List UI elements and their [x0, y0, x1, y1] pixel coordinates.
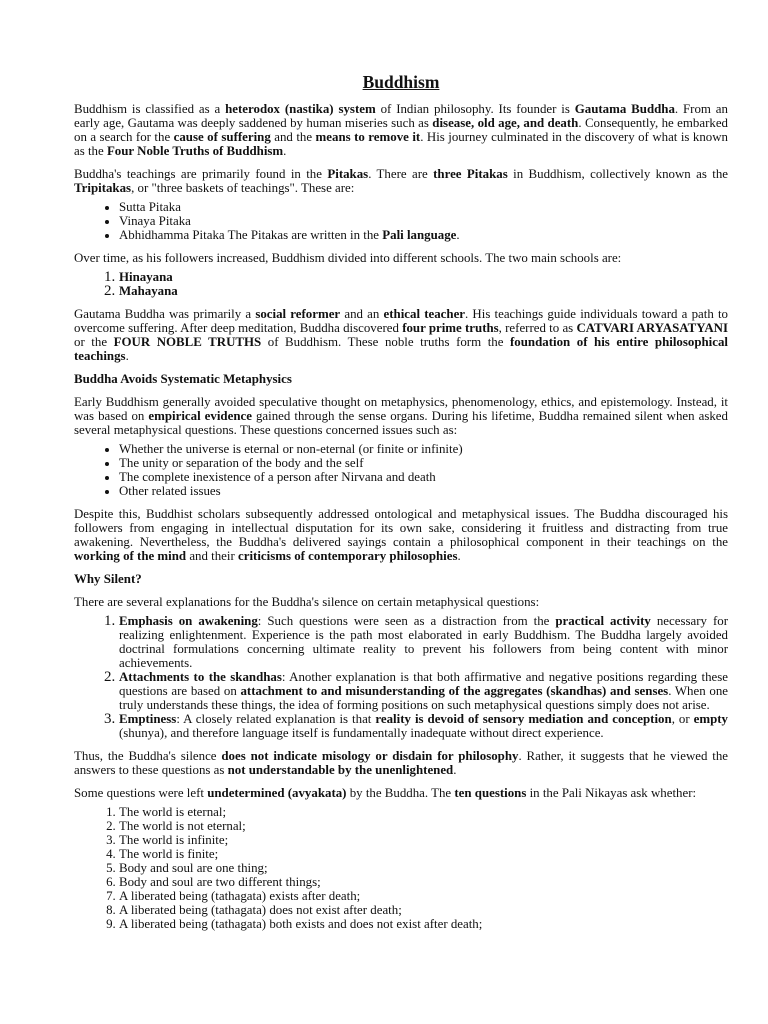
- list-item: • The unity or separation of the body and the self: [119, 456, 728, 470]
- bold-text: cause of suffering: [173, 130, 271, 144]
- list-item: [119, 670, 728, 712]
- bold-text: Mahayana: [119, 284, 178, 298]
- text: and the: [270, 130, 316, 144]
- bold-text: Emphasis on awakening: [119, 614, 258, 628]
- intro-paragraph: [74, 102, 728, 158]
- text: gained through the sense organs. During his lifetime, Buddha remained silent when asked several metaphysical questions. These questions concerned issues such as:: [74, 409, 728, 437]
- text: .: [283, 144, 287, 158]
- text: : A closely related explanation is that: [176, 712, 376, 726]
- list-item: [119, 228, 728, 242]
- bold-text: empirical evidence: [148, 409, 252, 423]
- text: Despite this, Buddhist scholars subsequently addressed ontological and metaphysical issues. The Buddha discouraged his followers from engaging in intellectual disputation for its own sake, considering it fruitless and distracting from true awakening. Nevertheless, the Buddha's delivered sayings contain a philosophical component in their teachings on the: [74, 507, 728, 549]
- bold-text: Pali language: [382, 228, 457, 242]
- bold-text: attachment to and misunderstanding of the aggregates (skandhas) and senses: [240, 684, 669, 698]
- text: in the Pali Nikayas ask whether:: [526, 786, 697, 800]
- text: Early Buddhism generally avoided speculative thought on metaphysics, phenomenology, ethics, and epistemology. Instead, it was based on: [74, 395, 728, 423]
- list-item: 8. A liberated being (tathagata) does not exist after death;: [119, 903, 728, 917]
- list-item: 3. The world is infinite;: [119, 833, 728, 847]
- bold-text: FOUR NOBLE TRUTHS: [113, 335, 262, 349]
- list-item: 6. Body and soul are two different things;: [119, 875, 728, 889]
- text: , or: [671, 712, 694, 726]
- text: and an: [340, 307, 384, 321]
- bold-text: Pitakas: [327, 167, 369, 181]
- text: .: [453, 763, 457, 777]
- list-item: • Vinaya Pitaka: [119, 214, 728, 228]
- text: of Indian philosophy. Its founder is: [375, 102, 575, 116]
- list-item: 5. Body and soul are one thing;: [119, 861, 728, 875]
- schools-intro: Over time, as his followers increased, Buddhism divided into different schools. The two main schools are:: [74, 251, 622, 265]
- thus-paragraph: [74, 749, 728, 777]
- text: . There are: [368, 167, 434, 181]
- section-heading-metaphysics: Buddha Avoids Systematic Metaphysics: [74, 372, 292, 386]
- undetermined-paragraph: [74, 786, 728, 800]
- text: .: [125, 349, 129, 363]
- reasons-list: [74, 614, 728, 740]
- text: necessary for realizing enlightenment. Experience is the path most elaborated in early Buddhism. The Buddha largely avoided doctrinal formulations concerning ultimate reality to prevent his followers from being content with minor achievements.: [119, 614, 728, 670]
- bold-text: Tripitakas: [74, 181, 132, 195]
- list-item: 2. The world is not eternal;: [119, 819, 728, 833]
- text: Buddhism is classified as a: [74, 102, 226, 116]
- text: . His journey culminated in the discovery of what is known as the: [74, 130, 728, 158]
- text: , referred to as: [498, 321, 577, 335]
- text: Some questions were left: [74, 786, 208, 800]
- issues-list: [74, 442, 728, 498]
- bold-text: CATVARI ARYASATYANI: [576, 321, 728, 335]
- list-item: 9. A liberated being (tathagata) both exists and does not exist after death;: [119, 917, 728, 931]
- text: or the: [74, 335, 114, 349]
- reformer-paragraph: [74, 307, 728, 363]
- bold-text: reality is devoid of sensory mediation and conception: [375, 712, 672, 726]
- text: . From an early age, Gautama was deeply saddened by human miseries such as: [74, 102, 728, 130]
- text: and their: [186, 549, 238, 563]
- bold-text: does not indicate misology or disdain for philosophy: [221, 749, 519, 763]
- text: .: [457, 549, 461, 563]
- bold-text: undetermined (avyakata): [207, 786, 347, 800]
- list-item: [119, 614, 728, 670]
- bold-text: ethical teacher: [383, 307, 466, 321]
- bold-text: four prime truths: [402, 321, 499, 335]
- list-item: 4. The world is finite;: [119, 847, 728, 861]
- bold-text: empty: [693, 712, 729, 726]
- list-item: 1. The world is eternal;: [119, 805, 728, 819]
- text: Thus, the Buddha's silence: [74, 749, 222, 763]
- metaphysics-paragraph: [74, 395, 728, 437]
- bold-text: ten questions: [454, 786, 527, 800]
- text: : Such questions were seen as a distraction from the: [257, 614, 556, 628]
- bold-text: Gautama Buddha: [574, 102, 675, 116]
- text: , or "three baskets of teachings". These are:: [131, 181, 355, 195]
- bold-text: working of the mind: [74, 549, 187, 563]
- bold-text: three Pitakas: [433, 167, 508, 181]
- text: . His teachings guide individuals toward a path to overcome suffering. After deep meditation, Buddha discovered: [74, 307, 729, 335]
- text: by the Buddha. The: [346, 786, 455, 800]
- bold-text: foundation of his entire philosophical teachings: [74, 335, 729, 363]
- text: . Rather, it suggests that he viewed the answers to these questions as: [74, 749, 729, 777]
- despite-paragraph: [74, 507, 728, 563]
- text: . Consequently, he embarked on a search for the: [74, 116, 728, 144]
- why-intro: There are several explanations for the Buddha's silence on certain metaphysical questions:: [74, 595, 540, 609]
- bold-text: criticisms of contemporary philosophies: [238, 549, 458, 563]
- text: of Buddhism. These noble truths form the: [261, 335, 511, 349]
- bold-text: Hinayana: [119, 270, 173, 284]
- page-title: Buddhism: [362, 72, 440, 92]
- list-item: [119, 712, 728, 740]
- text: Abhidhamma Pitaka The Pitakas are written in the: [119, 228, 383, 242]
- text: in Buddhism, collectively known as the: [507, 167, 728, 181]
- bold-text: means to remove it: [315, 130, 421, 144]
- section-heading-why-silent: Why Silent?: [74, 572, 142, 586]
- list-item: • The complete inexistence of a person after Nirvana and death: [119, 470, 728, 484]
- list-item: • Whether the universe is eternal or non-eternal (or finite or infinite): [119, 442, 728, 456]
- bold-text: Attachments to the skandhas: [119, 670, 282, 684]
- bold-text: social reformer: [255, 307, 341, 321]
- bold-text: Four Noble Truths of Buddhism: [106, 144, 284, 158]
- bold-text: not understandable by the unenlightened: [227, 763, 454, 777]
- pitakas-list: [74, 200, 728, 242]
- bold-text: disease, old age, and death: [432, 116, 579, 130]
- list-item: 7. A liberated being (tathagata) exists after death;: [119, 889, 728, 903]
- list-item: • Sutta Pitaka: [119, 200, 728, 214]
- text: Gautama Buddha was primarily a: [74, 307, 256, 321]
- list-item: [119, 270, 728, 284]
- list-item: • Other related issues: [119, 484, 728, 498]
- schools-list: [74, 270, 728, 298]
- text: .: [456, 228, 460, 242]
- text: (shunya), and therefore language itself is fundamentally inadequate without direct experience.: [119, 726, 604, 740]
- bold-text: practical activity: [555, 614, 651, 628]
- questions-list: [74, 805, 728, 931]
- text: . When one truly understands these things, the idea of forming positions on such metaphysical questions simply does not arise.: [119, 684, 728, 712]
- list-item: [119, 284, 728, 298]
- text: : Another explanation is that both affirmative and negative positions regarding these questions are based on: [119, 670, 729, 698]
- bold-text: heterodox (nastika) system: [225, 102, 376, 116]
- text: Buddha's teachings are primarily found in the: [74, 167, 328, 181]
- bold-text: Emptiness: [119, 712, 177, 726]
- teachings-paragraph: [74, 167, 728, 195]
